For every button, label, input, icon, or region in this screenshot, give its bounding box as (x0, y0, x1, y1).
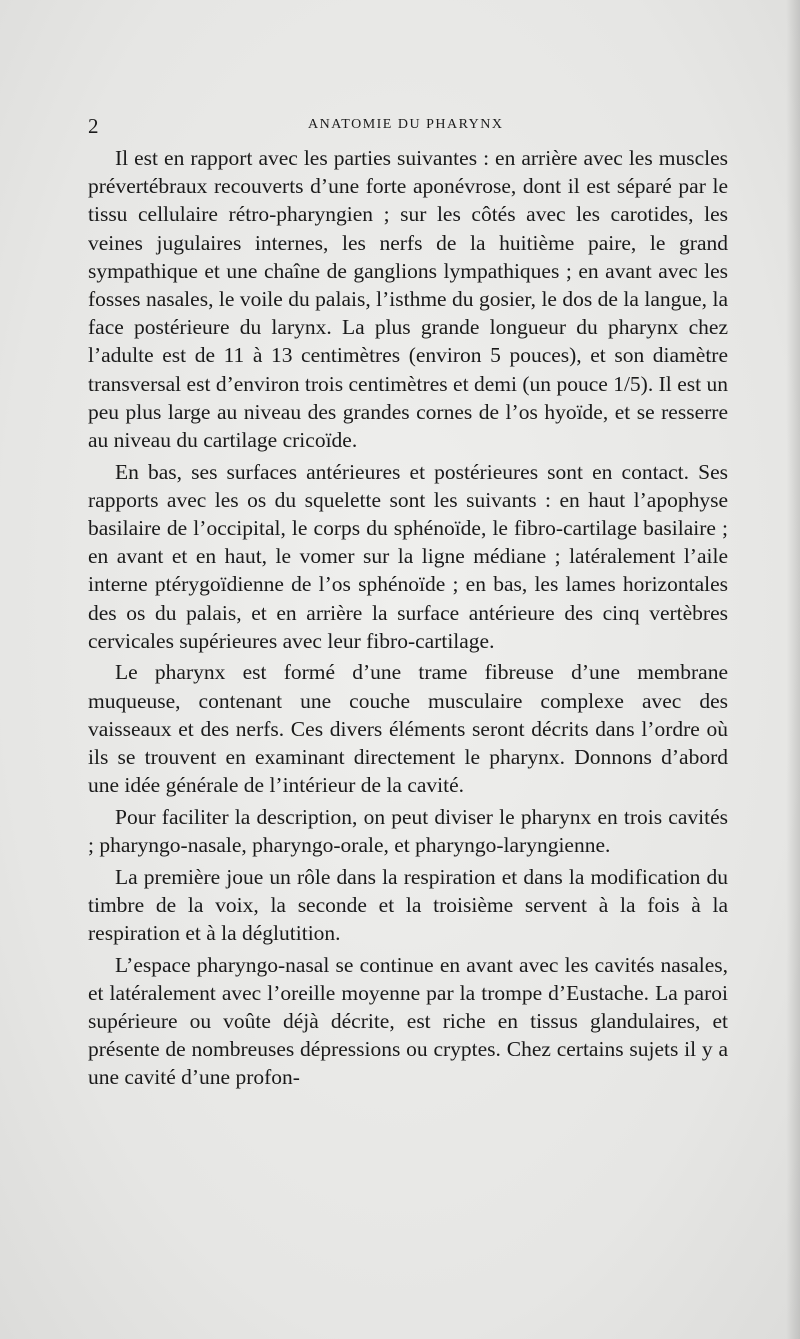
running-title: ANATOMIE DU PHARYNX (308, 117, 504, 132)
body-text (88, 144, 728, 1095)
page-edge-shadow (786, 0, 800, 1339)
page-number: 2 (88, 114, 99, 138)
paragraph-5: La première joue un rôle dans la respiration et dans la modification du timbre de la voix, la seconde et la troisième servent à la fois à la respiration et à la déglutition. (88, 864, 728, 946)
paragraph-4: Pour faciliter la description, on peut diviser le pharynx en trois cavités ; pharyngo-nasale, pharyngo-orale, et pharyngo-laryngienne. (88, 804, 728, 858)
paragraph-3: Le pharynx est formé d’une trame fibreuse d’une membrane muqueuse, contenant une couche musculaire complexe avec des vaisseaux et des nerfs. Ces divers éléments seront décrits dans l’ordre où ils se trouvent en examinant directement le pharynx. Donnons d’abord une idée générale de l’intérieur de la cavité. (88, 660, 728, 798)
paragraph-6: L’espace pharyngo-nasal se continue en avant avec les cavités nasales, et latéralement avec l’oreille moyenne par la trompe d’Eustache. La paroi supérieure ou voûte déjà décrite, est riche en tissus glandulaires, et présente de nombreuses dépressions ou cryptes. Chez certains sujets il y a une cavité d’une profon- (88, 952, 728, 1090)
page-header (88, 114, 728, 138)
paragraph-2: En bas, ses surfaces antérieures et postérieures sont en contact. Ses rapports avec les os du squelette sont les suivants : en haut l’apophyse basilaire de l’occipital, le corps du sphénoïde, le fibro-cartilage basilaire ; en avant et en haut, le vomer sur la ligne médiane ; latéralement l’aile interne ptérygoïdienne de l’os sphénoïde ; en bas, les lames horizontales des os du palais, et en arrière la surface antérieure des cinq vertèbres cervicales supérieures avec leur fibro-cartilage. (88, 459, 728, 653)
paragraph-1: Il est en rapport avec les parties suivantes : en arrière avec les muscles prévertébraux recouverts d’une forte aponévrose, dont il est séparé par le tissu cellulaire rétro-pharyngien ; sur les côtés avec les carotides, les veines jugulaires internes, les nerfs de la huitième paire, le grand sympathique et une chaîne de ganglions lympathiques ; en avant avec les fosses nasales, le voile du palais, l’isthme du gosier, le dos de la langue, la face postérieure du larynx. La plus grande longueur du pharynx chez l’adulte est de 11 à 13 centimètres (environ 5 pouces), et son diamètre transversal est d’environ trois centimètres et demi (un pouce 1/5). Il est un peu plus large au niveau des grandes cornes de l’os hyoïde, et se resserre au niveau du cartilage cricoïde. (88, 146, 728, 453)
